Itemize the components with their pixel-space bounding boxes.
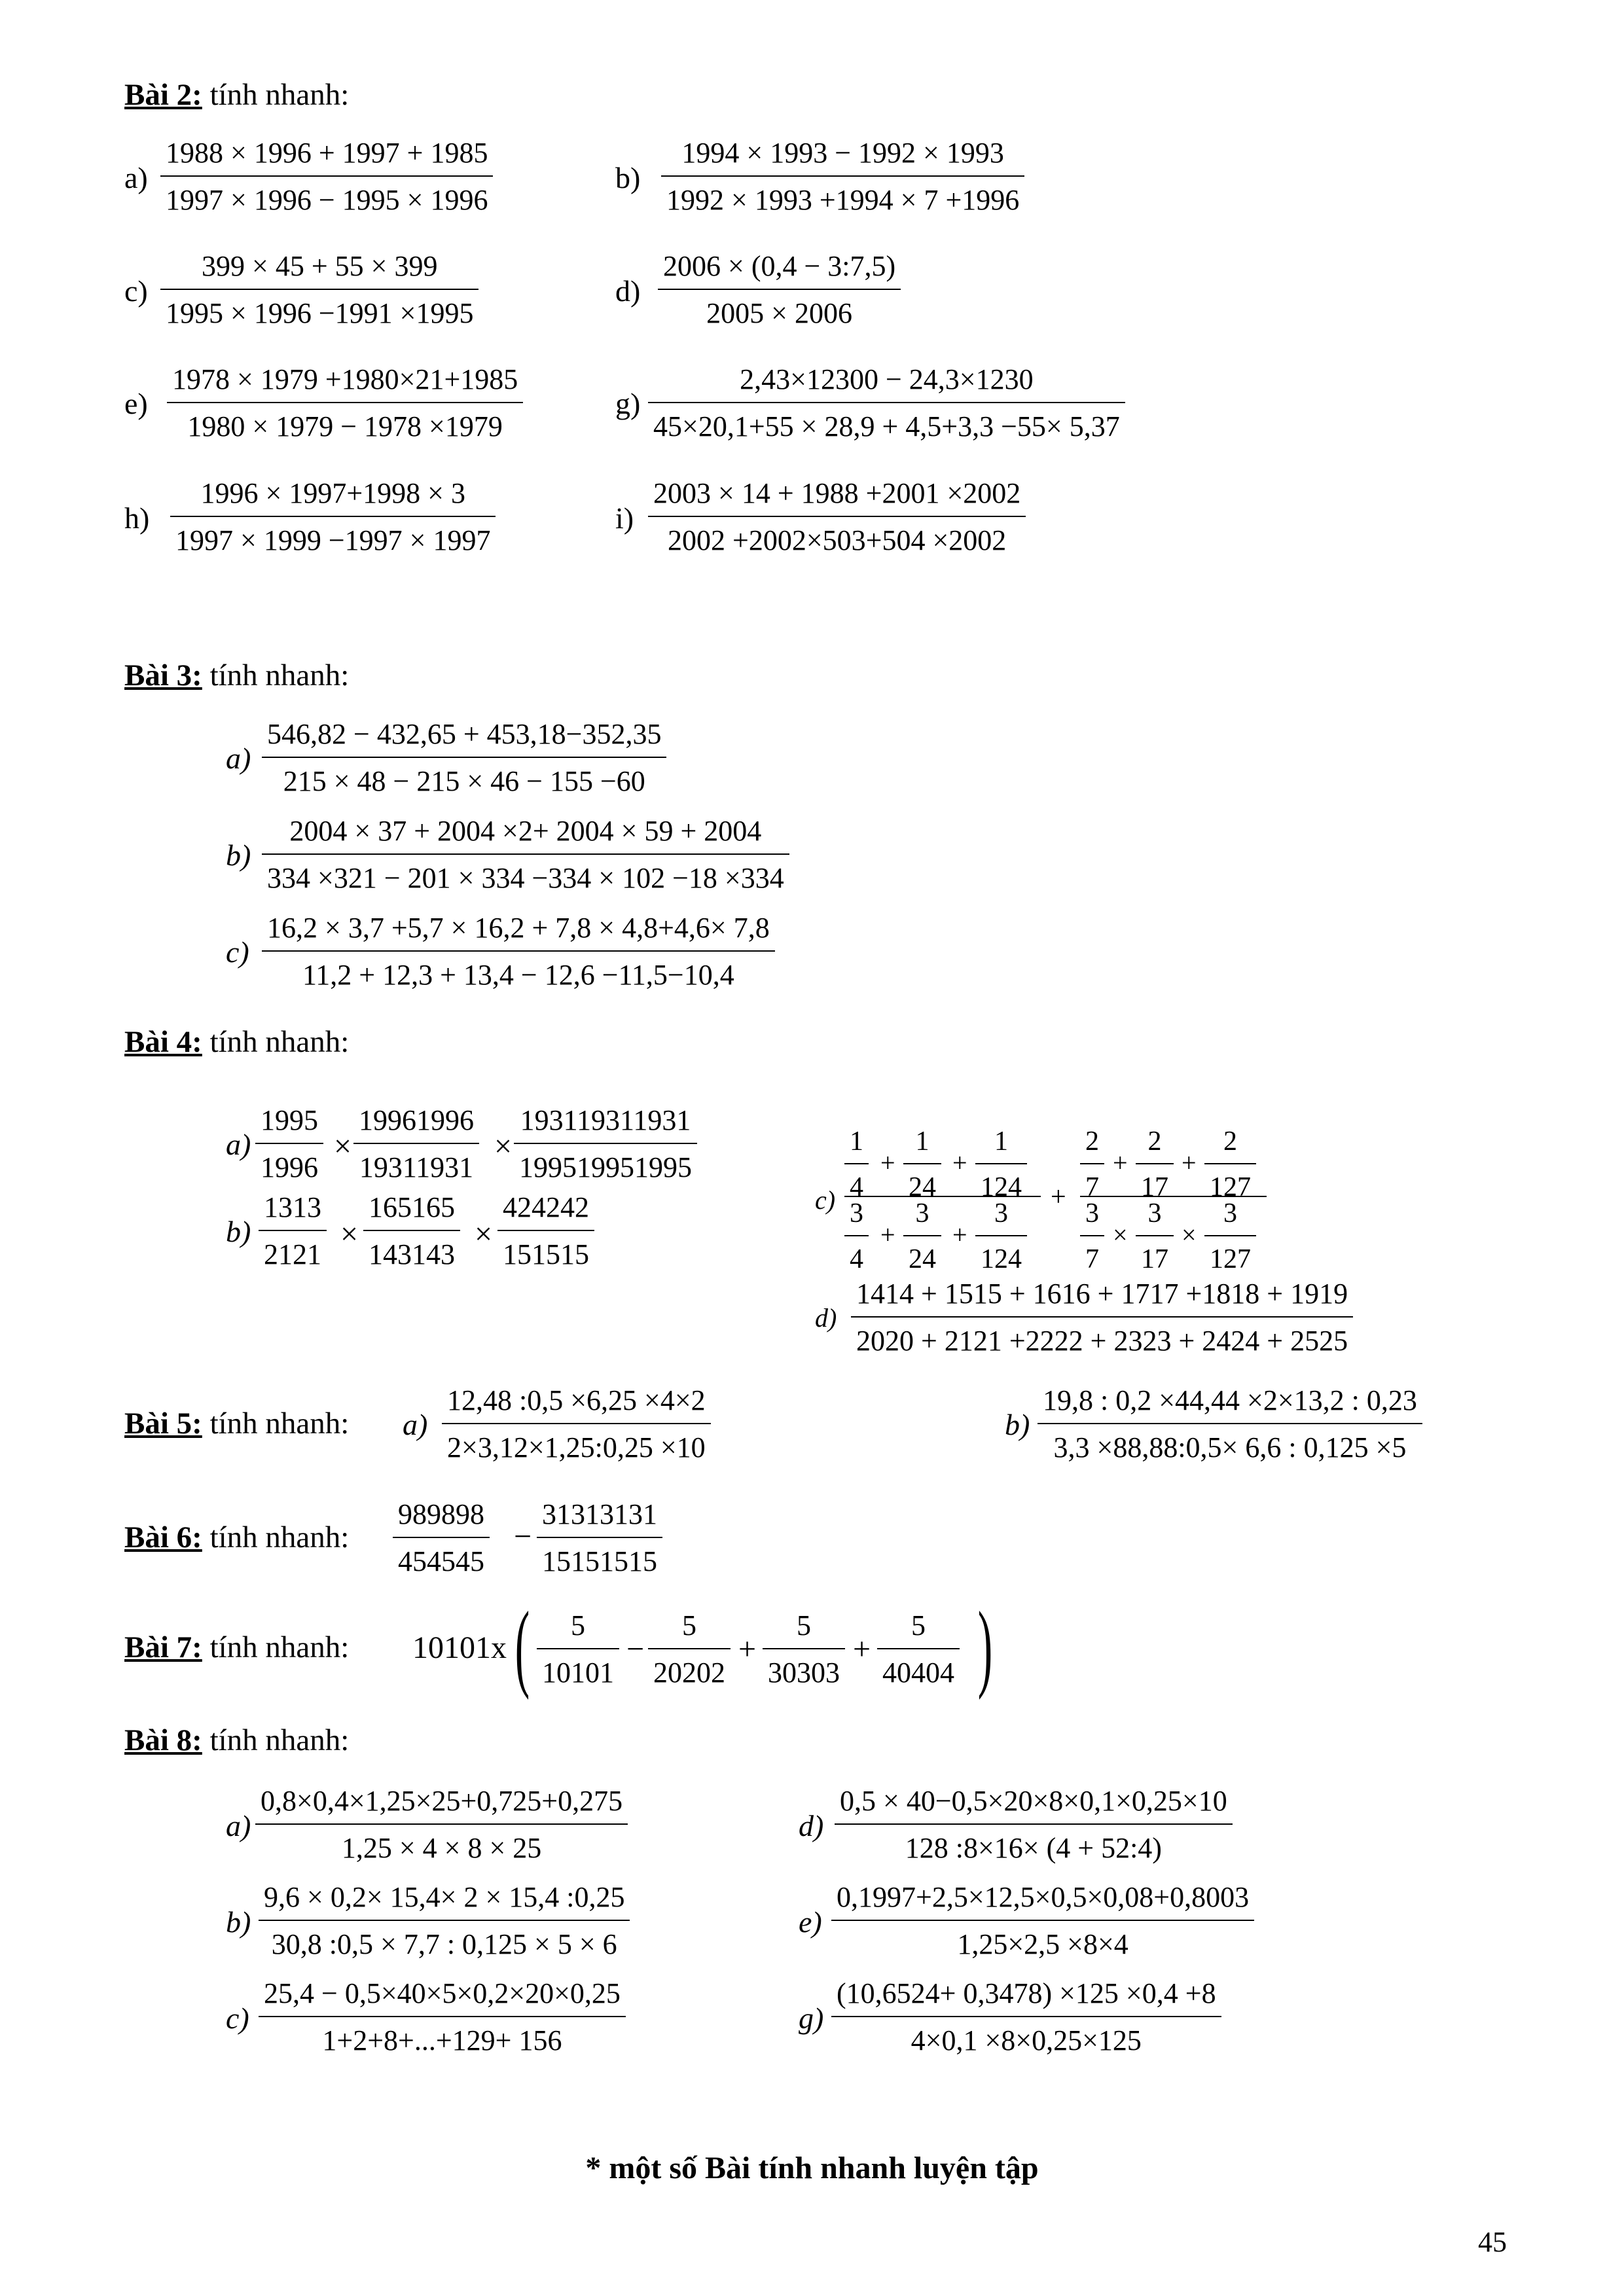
- plus-sign: +: [1051, 1182, 1066, 1212]
- numerator: 16,2 × 3,7 +5,7 × 16,2 + 7,8 × 4,8+4,6× 7,8: [267, 912, 770, 944]
- denominator: 124: [981, 1172, 1022, 1202]
- denominator: 30,8 :0,5 × 7,7 : 0,125 × 5 × 6: [271, 1928, 617, 1960]
- bai4-subtitle: tính nhanh:: [202, 1025, 350, 1059]
- denominator: 1+2+8+...+129+ 156: [322, 2024, 562, 2056]
- denominator: 17: [1141, 1172, 1168, 1202]
- bai4-d-fraction: [851, 1280, 1353, 1355]
- bai8-b-fraction: [259, 1883, 630, 1959]
- denominator: 1,25 × 4 × 8 × 25: [341, 1832, 542, 1864]
- bai7-f2: [648, 1611, 731, 1687]
- bai3-b-label: b): [226, 838, 251, 872]
- frac-3-124: [975, 1200, 1027, 1273]
- page-number: 45: [1478, 2226, 1507, 2258]
- denominator: 7: [1085, 1244, 1099, 1274]
- denominator: 199519951995: [519, 1151, 692, 1183]
- denominator: 1,25×2,5 ×8×4: [957, 1928, 1128, 1960]
- denominator: 3,3 ×88,88:0,5× 6,6 : 0,125 ×5: [1053, 1431, 1407, 1463]
- bai3-a-fraction: [262, 720, 666, 796]
- fraction-bar-main: [1080, 1196, 1267, 1197]
- numerator: 2,43×12300 − 24,3×1230: [740, 363, 1034, 395]
- bai8-c-fraction: [259, 1979, 626, 2055]
- denominator: 2020 + 2121 +2222 + 2323 + 2424 + 2525: [856, 1325, 1348, 1357]
- bai2-g-fraction: [648, 365, 1125, 441]
- numerator: 5: [911, 1609, 926, 1641]
- numerator: 25,4 − 0,5×40×5×0,2×20×0,25: [264, 1977, 621, 2009]
- denominator: 1996: [261, 1151, 318, 1183]
- numerator: 1994 × 1993 − 1992 × 1993: [681, 137, 1004, 169]
- denominator: 1992 × 1993 +1994 × 7 +1996: [666, 184, 1020, 216]
- bai5-subtitle: tính nhanh:: [202, 1407, 350, 1441]
- times-sign: ×: [1113, 1220, 1128, 1249]
- times-sign: ×: [334, 1129, 352, 1164]
- denominator: 20202: [653, 1657, 725, 1689]
- plus-sign: +: [1182, 1148, 1197, 1177]
- numerator: 19961996: [359, 1104, 474, 1136]
- numerator: 1: [850, 1126, 863, 1157]
- frac-3-7: [1080, 1200, 1104, 1273]
- bai8-d-fraction: [835, 1787, 1233, 1863]
- numerator: 2: [1085, 1126, 1099, 1157]
- bai8-a-fraction: [255, 1787, 628, 1863]
- minus-sign: −: [626, 1632, 645, 1666]
- bai4-heading: [124, 1024, 349, 1060]
- plus-sign: +: [853, 1632, 871, 1666]
- bai8-heading: [124, 1723, 349, 1758]
- denominator: 2×3,12×1,25:0,25 ×10: [447, 1431, 706, 1463]
- numerator: 1: [915, 1126, 929, 1157]
- bai5-a-fraction: [442, 1386, 711, 1462]
- numerator: 3: [1223, 1198, 1237, 1229]
- numerator: 0,8×0,4×1,25×25+0,725+0,275: [261, 1785, 623, 1817]
- denominator: 128 :8×16× (4 + 52:4): [905, 1832, 1162, 1864]
- bai7-subtitle: tính nhanh:: [202, 1630, 350, 1664]
- numerator: 9,6 × 0,2× 15,4× 2 × 15,4 :0,25: [264, 1881, 625, 1913]
- bai8-a-label: a): [226, 1809, 251, 1842]
- denominator: 215 × 48 − 215 × 46 − 155 −60: [283, 765, 645, 797]
- numerator: 3: [1147, 1198, 1162, 1229]
- bai3-b-fraction: [262, 817, 789, 893]
- bai2-subtitle: tính nhanh:: [202, 78, 350, 112]
- numerator: 5: [797, 1609, 811, 1641]
- bai8-subtitle: tính nhanh:: [202, 1723, 350, 1757]
- numerator: 193119311931: [520, 1104, 691, 1136]
- denominator: 124: [981, 1244, 1022, 1274]
- bai7-f1: [537, 1611, 619, 1687]
- numerator: 1996 × 1997+1998 × 3: [200, 477, 465, 509]
- bai4-b-label: b): [226, 1215, 251, 1248]
- denominator: 24: [909, 1172, 936, 1202]
- bai4-d-label: d): [815, 1303, 837, 1333]
- frac-2-7: [1080, 1128, 1104, 1201]
- bai6-heading: [124, 1520, 349, 1555]
- numerator: 19,8 : 0,2 ×44,44 ×2×13,2 : 0,23: [1043, 1384, 1417, 1416]
- numerator: 399 × 45 + 55 × 399: [202, 250, 438, 282]
- bai8-title: Bài 8:: [124, 1723, 202, 1757]
- minus-sign: −: [514, 1519, 532, 1554]
- bai2-d-label: d): [615, 274, 641, 308]
- numerator: 2: [1223, 1126, 1237, 1157]
- numerator: 1978 × 1979 +1980×21+1985: [172, 363, 518, 395]
- bai2-b-label: b): [615, 161, 641, 194]
- bai3-c-fraction: [262, 914, 775, 990]
- times-sign: ×: [1182, 1220, 1197, 1249]
- numerator: 1414 + 1515 + 1616 + 1717 +1818 + 1919: [856, 1278, 1348, 1310]
- right-paren: ): [977, 1592, 993, 1700]
- bai8-g-fraction: [831, 1979, 1221, 2055]
- bai2-e-label: e): [124, 387, 148, 420]
- bai5-title: Bài 5:: [124, 1407, 202, 1441]
- denominator: 30303: [768, 1657, 840, 1689]
- bai2-d-fraction: [658, 252, 901, 328]
- denominator: 15151515: [542, 1545, 657, 1577]
- denominator: 4: [850, 1172, 863, 1202]
- numerator: 989898: [398, 1498, 484, 1530]
- frac-1-4: [844, 1128, 869, 1201]
- bai4-b-f2: [363, 1193, 460, 1269]
- frac-1-24: [903, 1128, 941, 1201]
- bai4-c-right-bottom: [1080, 1200, 1270, 1272]
- denominator: 1980 × 1979 − 1978 ×1979: [187, 410, 503, 442]
- numerator: 546,82 − 432,65 + 453,18−352,35: [267, 718, 662, 750]
- bai8-c-label: c): [226, 2001, 249, 2035]
- denominator: 151515: [503, 1238, 589, 1270]
- bai4-a-f2: [353, 1106, 479, 1182]
- numerator: 1995: [261, 1104, 318, 1136]
- bai2-g-label: g): [615, 387, 641, 420]
- denominator: 19311931: [359, 1151, 474, 1183]
- numerator: 3: [915, 1198, 929, 1229]
- bai8-b-label: b): [226, 1905, 251, 1939]
- numerator: 1313: [264, 1191, 321, 1223]
- bai4-a-f1: [255, 1106, 323, 1182]
- bai7-heading: [124, 1630, 349, 1665]
- denominator: 1997 × 1999 −1997 × 1997: [175, 524, 491, 556]
- footer-title: * một số Bài tính nhanh luyện tập: [585, 2151, 1039, 2185]
- bai4-b-f3: [497, 1193, 594, 1269]
- bai8-e-fraction: [831, 1883, 1254, 1959]
- bai2-title: Bài 2:: [124, 78, 202, 112]
- times-sign: ×: [340, 1217, 359, 1251]
- frac-3-24: [903, 1200, 941, 1273]
- bai4-c-left-bottom: [844, 1200, 1041, 1272]
- bai4-c-label: c): [815, 1185, 836, 1215]
- plus-sign: +: [952, 1148, 967, 1177]
- denominator: 45×20,1+55 × 28,9 + 4,5+3,3 −55× 5,37: [653, 410, 1120, 442]
- fraction-bar-main: [844, 1196, 1041, 1197]
- numerator: 0,1997+2,5×12,5×0,5×0,08+0,8003: [837, 1881, 1250, 1913]
- plus-sign: +: [738, 1632, 757, 1666]
- frac-3-17: [1136, 1200, 1174, 1273]
- bai2-a-label: a): [124, 161, 148, 194]
- numerator: 424242: [503, 1191, 589, 1223]
- numerator: 1988 × 1996 + 1997 + 1985: [166, 137, 488, 169]
- plus-sign: +: [1113, 1148, 1128, 1177]
- bai2-e-fraction: [167, 365, 523, 441]
- denominator: 4×0,1 ×8×0,25×125: [911, 2024, 1142, 2056]
- bai6-title: Bài 6:: [124, 1520, 202, 1554]
- denominator: 11,2 + 12,3 + 13,4 − 12,6 −11,5−10,4: [302, 959, 734, 991]
- bai8-g-label: g): [799, 2001, 824, 2035]
- numerator: 3: [1085, 1198, 1099, 1229]
- bai2-i-fraction: [648, 479, 1026, 555]
- numerator: 2: [1147, 1126, 1162, 1157]
- bai2-h-fraction: [170, 479, 496, 555]
- bai3-heading: [124, 658, 349, 693]
- bai5-b-fraction: [1038, 1386, 1422, 1462]
- denominator: 24: [909, 1244, 936, 1274]
- plus-sign: +: [880, 1148, 895, 1177]
- plus-sign: +: [952, 1220, 967, 1249]
- denominator: 2121: [264, 1238, 321, 1270]
- bai4-title: Bài 4:: [124, 1025, 202, 1059]
- bai2-a-fraction: [160, 139, 493, 215]
- bai2-c-fraction: [160, 252, 478, 328]
- denominator: 143143: [369, 1238, 455, 1270]
- bai7-title: Bài 7:: [124, 1630, 202, 1664]
- denominator: 40404: [882, 1657, 954, 1689]
- times-sign: ×: [475, 1217, 493, 1251]
- bai5-b-label: b): [1005, 1408, 1030, 1441]
- numerator: 0,5 × 40−0,5×20×8×0,1×0,25×10: [840, 1785, 1227, 1817]
- bai8-e-label: e): [799, 1905, 822, 1939]
- bai2-i-label: i): [615, 501, 634, 535]
- bai6-subtitle: tính nhanh:: [202, 1520, 350, 1554]
- bai7-f3: [763, 1611, 845, 1687]
- frac-3-127: [1204, 1200, 1256, 1273]
- bai3-title: Bài 3:: [124, 658, 202, 692]
- numerator: 3: [994, 1198, 1008, 1229]
- times-sign: ×: [494, 1129, 513, 1164]
- denominator: 17: [1141, 1244, 1168, 1274]
- frac-1-124: [975, 1128, 1027, 1201]
- numerator: 2006 × (0,4 − 3:7,5): [663, 250, 896, 282]
- bai7-f4: [877, 1611, 960, 1687]
- numerator: 12,48 :0,5 ×6,25 ×4×2: [447, 1384, 706, 1416]
- denominator: 2005 × 2006: [706, 297, 852, 329]
- numerator: 2003 × 14 + 1988 +2001 ×2002: [653, 477, 1021, 509]
- denominator: 4: [850, 1244, 863, 1274]
- denominator: 454545: [398, 1545, 484, 1577]
- bai8-d-label: d): [799, 1809, 824, 1842]
- numerator: 2004 × 37 + 2004 ×2+ 2004 × 59 + 2004: [289, 815, 762, 847]
- denominator: 127: [1210, 1244, 1251, 1274]
- bai3-a-label: a): [226, 742, 251, 775]
- bai3-subtitle: tính nhanh:: [202, 658, 350, 692]
- plus-sign: +: [880, 1220, 895, 1249]
- frac-2-17: [1136, 1128, 1174, 1201]
- numerator: 5: [571, 1609, 585, 1641]
- bai7-prefix: 10101x: [412, 1630, 507, 1665]
- bai3-c-label: c): [226, 935, 249, 969]
- bai2-heading: [124, 77, 349, 113]
- bai5-a-label: a): [403, 1408, 428, 1441]
- bai6-f1: [393, 1500, 490, 1576]
- bai6-f2: [537, 1500, 662, 1576]
- bai4-c-left-top: [844, 1122, 1041, 1202]
- left-paren: (: [514, 1592, 530, 1700]
- numerator: 5: [682, 1609, 696, 1641]
- bai2-c-label: c): [124, 274, 148, 308]
- bai4-a-label: a): [226, 1128, 251, 1161]
- numerator: 165165: [369, 1191, 455, 1223]
- bai5-heading: [124, 1406, 349, 1441]
- frac-3-4: [844, 1200, 869, 1273]
- denominator: 10101: [542, 1657, 614, 1689]
- bai4-a-f3: [514, 1106, 697, 1182]
- bai2-h-label: h): [124, 501, 150, 535]
- denominator: 127: [1210, 1172, 1251, 1202]
- numerator: 1: [994, 1126, 1008, 1157]
- bai2-b-fraction: [661, 139, 1024, 215]
- denominator: 334 ×321 − 201 × 334 −334 × 102 −18 ×334: [267, 862, 784, 894]
- bai4-b-f1: [259, 1193, 327, 1269]
- numerator: 31313131: [542, 1498, 657, 1530]
- denominator: 1995 × 1996 −1991 ×1995: [166, 297, 474, 329]
- denominator: 2002 +2002×503+504 ×2002: [668, 524, 1007, 556]
- denominator: 1997 × 1996 − 1995 × 1996: [166, 184, 488, 216]
- numerator: (10,6524+ 0,3478) ×125 ×0,4 +8: [837, 1977, 1216, 2009]
- bai4-c-expression: [844, 1122, 1276, 1280]
- numerator: 3: [850, 1198, 863, 1229]
- frac-2-127: [1204, 1128, 1256, 1201]
- denominator: 7: [1085, 1172, 1099, 1202]
- bai4-c-right-top: [1080, 1122, 1270, 1202]
